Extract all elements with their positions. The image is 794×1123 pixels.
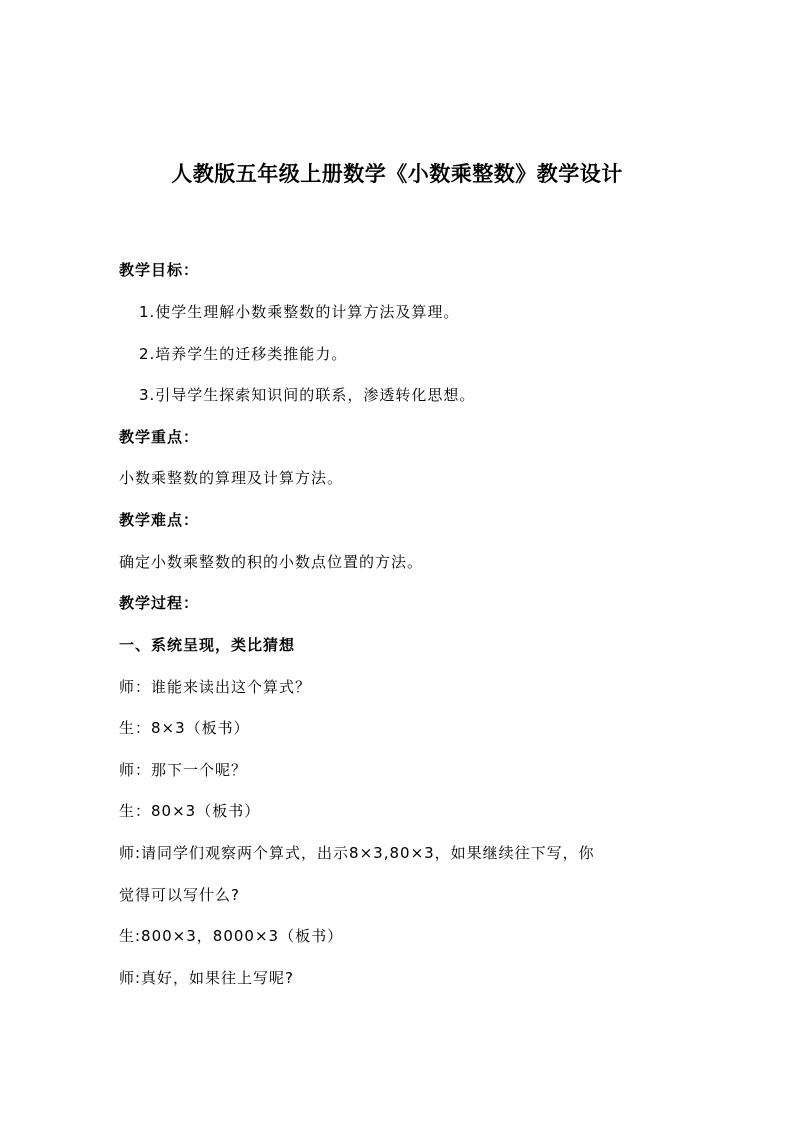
difficulty-heading: 教学难点： [119,511,200,529]
objective-item-3: 3.引导学生探索知识间的联系，渗透转化思想。 [139,386,476,404]
objective-item-2: 2.培养学生的迁移类推能力。 [139,345,348,363]
dialogue-line-3: 师：那下一个呢？ [119,761,248,779]
dialogue-line-4: 生：80×3（板书） [119,802,261,820]
dialogue-line-1: 师：谁能来读出这个算式？ [119,678,312,696]
part1-heading: 一、系统呈现，类比猜想 [119,636,296,654]
difficulty-text: 确定小数乘整数的积的小数点位置的方法。 [119,553,424,571]
document-title: 人教版五年级上册数学《小数乘整数》教学设计 [171,162,623,186]
process-heading: 教学过程： [119,594,200,612]
key-point-text: 小数乘整数的算理及计算方法。 [119,469,344,487]
objectives-heading: 教学目标： [119,261,200,279]
objective-item-1: 1.使学生理解小数乘整数的计算方法及算理。 [139,303,460,321]
dialogue-line-8: 师:真好，如果往上写呢? [119,969,295,987]
dialogue-line-2: 生：8×3（板书） [119,719,250,737]
dialogue-line-7: 生:800×3，8000×3（板书） [119,927,344,945]
dialogue-line-5: 师:请同学们观察两个算式，出示8×3,80×3，如果继续往下写，你 [119,844,595,862]
key-point-heading: 教学重点： [119,428,200,446]
dialogue-line-6: 觉得可以写什么? [119,886,240,904]
